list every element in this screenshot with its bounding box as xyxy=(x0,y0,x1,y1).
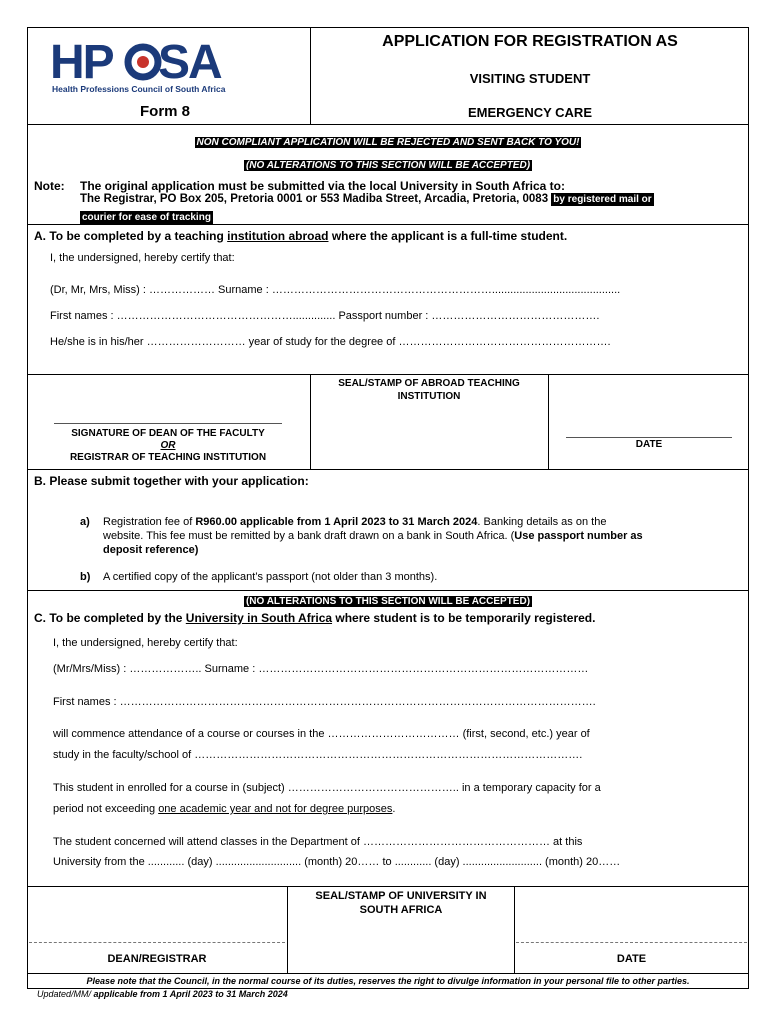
section-c-heading-post: where student is to be temporarily registered. xyxy=(332,611,596,625)
warning-no-alterations: (NO ALTERATIONS TO THIS SECTION WILL BE ACCEPTED) xyxy=(245,160,531,171)
section-c-period-line xyxy=(53,803,395,815)
section-a-heading-pre: A. To be completed by a teaching xyxy=(34,229,228,243)
section-b-heading: B. Please submit together with your application: xyxy=(34,474,309,488)
section-c-sig-top-line xyxy=(27,886,749,887)
signature-dean-line xyxy=(54,423,282,424)
note-line-2-wrap xyxy=(80,193,654,205)
section-a-heading-underline: institution abroad xyxy=(227,229,329,243)
updated-bold: applicable from 1 April 2023 to 31 March 2024 xyxy=(93,989,288,999)
section-c-certify: I, the undersigned, hereby certify that: xyxy=(53,637,238,649)
note-line-1: The original application must be submitted via the local University in South Africa to: xyxy=(80,179,565,193)
note-line-3-wrap xyxy=(80,207,213,225)
privacy-note: Please note that the Council, in the normal course of its duties, reserves the right to divulge information in your personal file to other parties. xyxy=(86,976,690,986)
warning-2-wrap xyxy=(27,155,749,173)
note-highlight-1: by registered mail or xyxy=(553,194,652,205)
section-a-sig-div-1 xyxy=(310,374,311,469)
note-line-2: The Registrar, PO Box 205, Pretoria 0001 or 553 Madiba Street, Arcadia, Pretoria, 0083 xyxy=(80,193,549,205)
section-a-sig-div-2 xyxy=(548,374,549,469)
item-a-label: a) xyxy=(80,516,90,528)
item-a-line-1 xyxy=(103,516,606,528)
section-c-department-line[interactable]: The student concerned will attend classes in the Department of …………………………………………… at this xyxy=(53,836,583,848)
form-title: APPLICATION FOR REGISTRATION AS xyxy=(382,33,678,50)
note-highlight-2: courier for ease of tracking xyxy=(82,212,211,223)
section-c-dates-line[interactable]: University from the ............ (day) ............................ (month) 20…… to ............ (day) .......................... (month) 20…… xyxy=(53,856,621,868)
period-underline: one academic year and not for degree purposes xyxy=(158,803,393,815)
warning-reject: NON COMPLIANT APPLICATION WILL BE REJECTED AND SENT BACK TO YOU! xyxy=(196,137,580,148)
date-c-label: DATE xyxy=(616,953,647,965)
period-post: . xyxy=(392,803,396,815)
section-a-names-line[interactable]: (Dr, Mr, Mrs, Miss) : ……………… Surname : …………………………………………………….......................................... xyxy=(50,284,621,296)
signature-or-label: OR xyxy=(160,440,176,451)
signature-registrar-label: REGISTRAR OF TEACHING INSTITUTION xyxy=(69,452,267,463)
section-a-year-line[interactable]: He/she is in his/her ……………………… year of study for the degree of …………………………………………………. xyxy=(50,336,611,348)
warning-1-wrap xyxy=(27,132,749,150)
item-a-pre: Registration fee of xyxy=(103,516,196,528)
section-c-faculty-line[interactable]: study in the faculty/school of ……………………………………………………………………………………………. xyxy=(53,749,583,761)
date-c-line xyxy=(516,942,747,943)
section-a-heading xyxy=(34,229,567,243)
section-c-sig-div-1 xyxy=(287,886,288,973)
item-b-text: A certified copy of the applicant’s passport (not older than 3 months). xyxy=(103,571,438,583)
period-pre: period not exceeding xyxy=(53,803,159,815)
form-subtitle-2: EMERGENCY CARE xyxy=(467,105,592,120)
section-c-no-alterations: (NO ALTERATIONS TO THIS SECTION WILL BE ACCEPTED) xyxy=(245,596,531,607)
svg-text:SA: SA xyxy=(158,36,221,89)
section-a-sig-top-line xyxy=(27,374,749,375)
seal-abroad-label: SEAL/STAMP OF ABROAD TEACHING INSTITUTION xyxy=(338,378,520,402)
date-a-label: DATE xyxy=(635,439,663,450)
item-a-line2-pre: website. This fee must be remitted by a bank draft drawn on a bank in South Africa. ( xyxy=(103,530,515,542)
section-c-year-line[interactable]: will commence attendance of a course or courses in the ……………………………… (first, second, etc.) year of xyxy=(53,728,590,740)
section-c-sig-bottom-line xyxy=(27,973,749,974)
form-subtitle-1: VISITING STUDENT xyxy=(469,71,591,86)
note-label: Note: xyxy=(34,179,65,193)
item-a-line-3: deposit reference) xyxy=(103,544,199,556)
updated-note xyxy=(37,989,288,999)
section-a-certify: I, the undersigned, hereby certify that: xyxy=(50,252,235,264)
dean-registrar-label: DEAN/REGISTRAR xyxy=(107,953,207,965)
dean-registrar-line xyxy=(29,942,285,943)
section-a-firstnames-line[interactable]: First names : ………………………………………….............. Passport number : ………………………………………. xyxy=(50,310,600,322)
section-c-subject-line[interactable]: This student in enrolled for a course in (subject) ……………………………………….. in a temporary capacity for a xyxy=(53,782,601,794)
section-c-firstnames-line[interactable]: First names : …………………………………………………………………………………………………………………. xyxy=(53,696,596,708)
item-b-label: b) xyxy=(80,571,91,583)
signature-dean-label: SIGNATURE OF DEAN OF THE FACULTY xyxy=(71,428,265,439)
section-a-heading-post: where the applicant is a full-time student. xyxy=(328,229,568,243)
item-a-line2-bold: Use passport number as xyxy=(514,530,643,542)
section-a-sig-bottom-line xyxy=(27,469,749,470)
section-c-heading-underline: University in South Africa xyxy=(185,611,333,625)
section-a-top-line xyxy=(27,224,749,225)
item-a-line-2 xyxy=(103,530,643,542)
svg-text:HP: HP xyxy=(50,36,113,89)
logo-subtitle: Health Professions Council of South Africa xyxy=(52,84,226,94)
section-c-names-line[interactable]: (Mr/Mrs/Miss) : ……………….. Surname : ……………………………………………………………………………… xyxy=(53,663,589,675)
form-number: Form 8 xyxy=(140,103,191,120)
date-a-line xyxy=(566,437,732,438)
item-a-post: . Banking details as on the xyxy=(477,516,607,528)
section-c-heading xyxy=(34,611,595,625)
seal-university-label: SEAL/STAMP OF UNIVERSITY IN SOUTH AFRICA xyxy=(315,890,487,916)
section-c-heading-pre: C. To be completed by the xyxy=(34,611,186,625)
header-bottom-line xyxy=(27,124,749,125)
item-a-fee: R960.00 applicable from 1 April 2023 to 31 March 2024 xyxy=(195,516,478,528)
section-c-noalt-wrap xyxy=(27,591,749,609)
updated-pre: Updated/MM/ xyxy=(37,989,94,999)
